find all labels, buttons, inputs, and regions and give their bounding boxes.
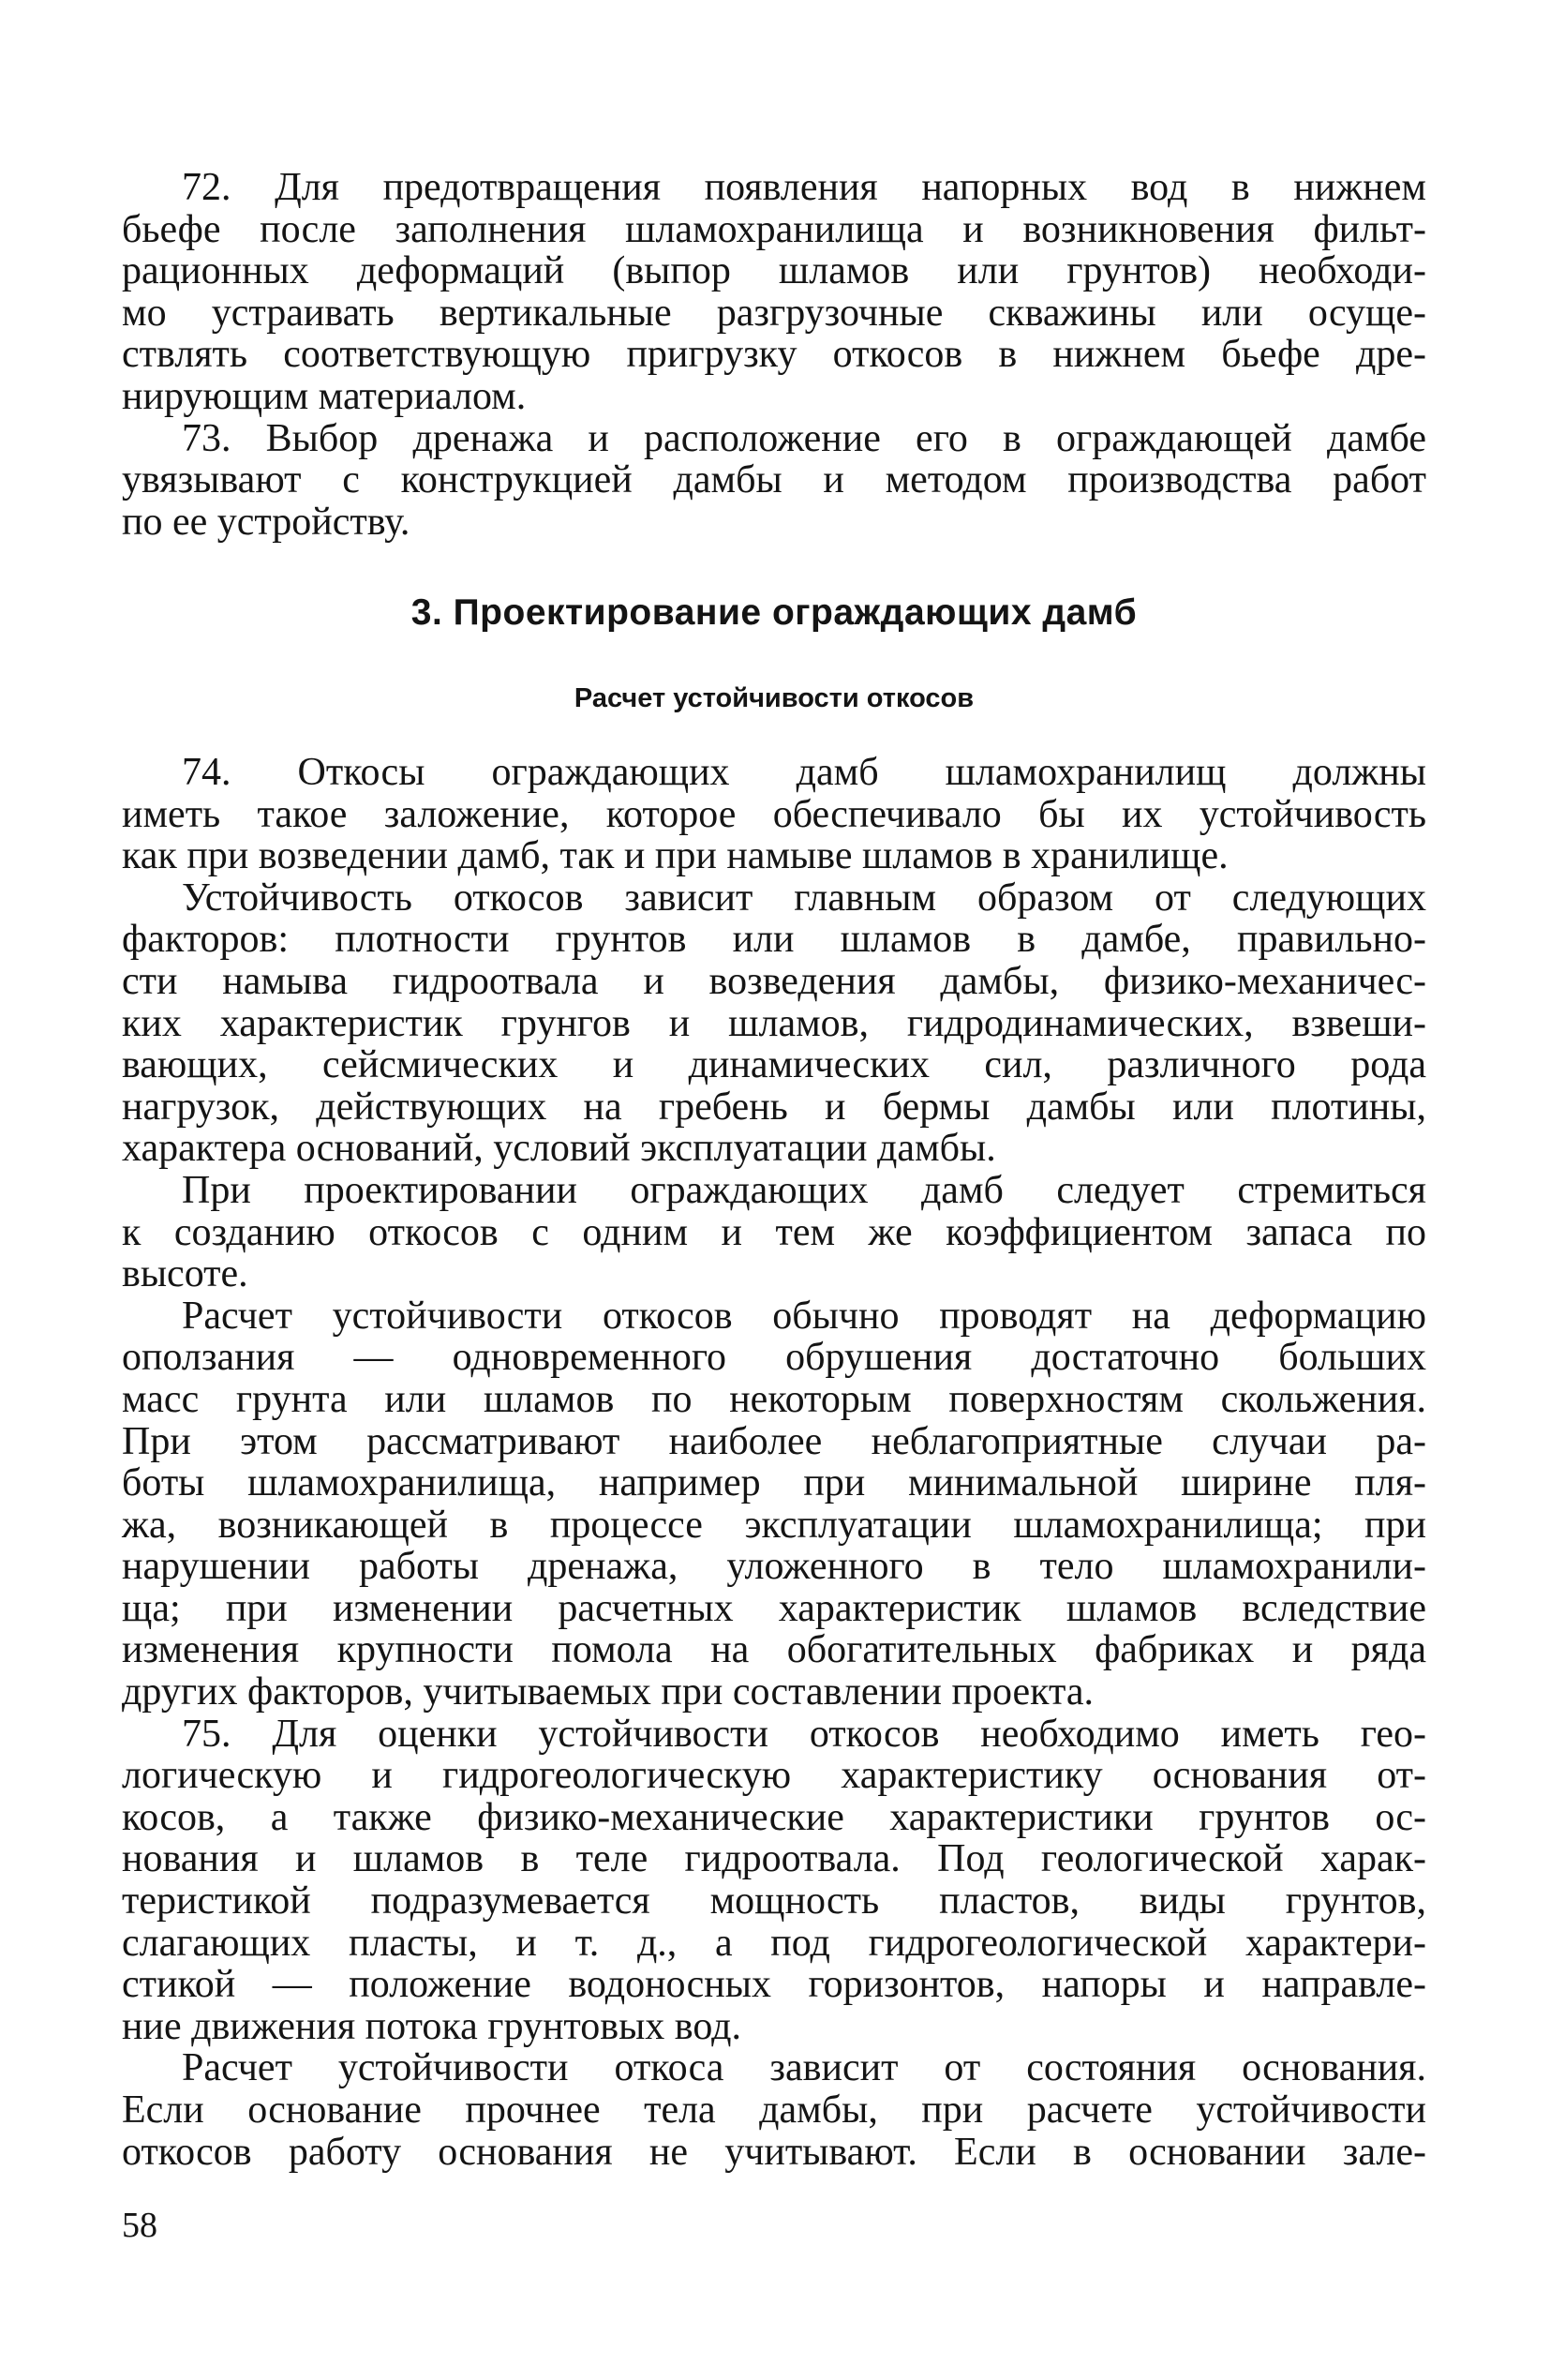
stability-line: Устойчивость откосов зависит главным образом от следующих — [182, 876, 1426, 920]
para73-line: увязывают с конструкцией дамбы и методом производства работ — [122, 458, 1426, 502]
calc-line: ща; при изменении расчетных характеристик шламов вследствие — [122, 1586, 1426, 1630]
section-heading: 3. Проектирование ограждающих дамб — [410, 592, 1138, 633]
design-line: высоте. — [122, 1252, 248, 1296]
para72-line: рационных деформаций (выпор шламов или грунтов) необходи- — [122, 249, 1426, 293]
stability-line: факторов: плотности грунтов или шламов в дамбе, правильно- — [122, 918, 1426, 962]
calc-line: нарушении работы дренажа, уложенного в тело шламохранили- — [122, 1545, 1426, 1589]
design-line: к созданию откосов с одним и тем же коэффициентом запаса по — [122, 1210, 1426, 1254]
para75-line: 75. Для оценки устойчивости откосов необходимо иметь гео- — [182, 1712, 1426, 1756]
para75-line: теристикой подразумевается мощность пластов, виды грунтов, — [122, 1879, 1426, 1923]
design-line: При проектировании ограждающих дамб следует стремиться — [182, 1168, 1426, 1212]
page-number: 58 — [122, 2206, 157, 2245]
calc-line: оползания — одновременного обрушения достаточно больших — [122, 1336, 1426, 1380]
para75-line: логическую и гидрогеологическую характеристику основания от- — [122, 1754, 1426, 1798]
calc-line: боты шламохранилища, например при минимальной ширине пля- — [122, 1461, 1426, 1505]
para73-line: 73. Выбор дренажа и расположение его в ограждающей дамбе — [182, 416, 1426, 460]
para74-line: иметь такое заложение, которое обеспечивало бы их устойчивость — [122, 792, 1426, 836]
stability-line: вающих, сейсмических и динамических сил, различного рода — [122, 1043, 1426, 1087]
calc-line: При этом рассматривают наиболее неблагоприятные случаи ра- — [122, 1419, 1426, 1463]
subsection-heading: Расчет устойчивости откосов — [574, 683, 975, 713]
paragraph-72-73 — [122, 167, 1426, 543]
para75-line: косов, а также физико-механические характеристики грунтов ос- — [122, 1795, 1426, 1839]
stability-line: нагрузок, действующих на гребень и бермы дамбы или плотины, — [122, 1085, 1426, 1129]
para75-line: ние движения потока грунтовых вод. — [122, 2004, 741, 2048]
calc-line: других факторов, учитываемых при составлении проекта. — [122, 1670, 1094, 1714]
base-line: откосов работу основания не учитывают. Если в основании зале- — [122, 2130, 1426, 2174]
calc-line: Расчет устойчивости откосов обычно проводят на деформацию — [182, 1294, 1426, 1338]
para73-line: по ее устройству. — [122, 500, 410, 544]
para74-line: как при возведении дамб, так и при намыве шламов в хранилище. — [122, 834, 1229, 878]
para72-line: ствлять соответствующую пригрузку откосов в нижнем бьефе дре- — [122, 333, 1426, 377]
calc-line: жа, возникающей в процессе эксплуатации шламохранилища; при — [122, 1503, 1426, 1547]
para75-line: слагающих пласты, и т. д., а под гидрогеологической характери- — [122, 1921, 1426, 1965]
para72-line: бьефе после заполнения шламохранилища и возникновения фильт- — [122, 207, 1426, 251]
base-line: Если основание прочнее тела дамбы, при расчете устойчивости — [122, 2088, 1426, 2132]
main-body — [122, 752, 1426, 2173]
calc-line: изменения крупности помола на обогатительных фабриках и ряда — [122, 1628, 1426, 1672]
para75-line: нования и шламов в теле гидроотвала. Под геологической харак- — [122, 1837, 1426, 1881]
para72-line: 72. Для предотвращения появления напорных вод в нижнем — [182, 166, 1426, 209]
para72-line: нирующим материалом. — [122, 374, 527, 418]
base-line: Расчет устойчивости откоса зависит от состояния основания. — [182, 2046, 1426, 2090]
stability-line: ких характеристик грунгов и шламов, гидродинамических, взвеши- — [122, 1001, 1426, 1045]
para72-line: мо устраивать вертикальные разгрузочные скважины или осуще- — [122, 291, 1426, 335]
para74-line: 74. Откосы ограждающих дамб шламохранилищ должны — [182, 751, 1426, 794]
stability-line: сти намыва гидроотвала и возведения дамбы, физико-механичес- — [122, 959, 1426, 1003]
para75-line: стикой — положение водоносных горизонтов, напоры и направле- — [122, 1963, 1426, 2007]
stability-line: характера оснований, условий эксплуатации дамбы. — [122, 1127, 996, 1171]
calc-line: масс грунта или шламов по некоторым поверхностям скольжения. — [122, 1377, 1426, 1421]
